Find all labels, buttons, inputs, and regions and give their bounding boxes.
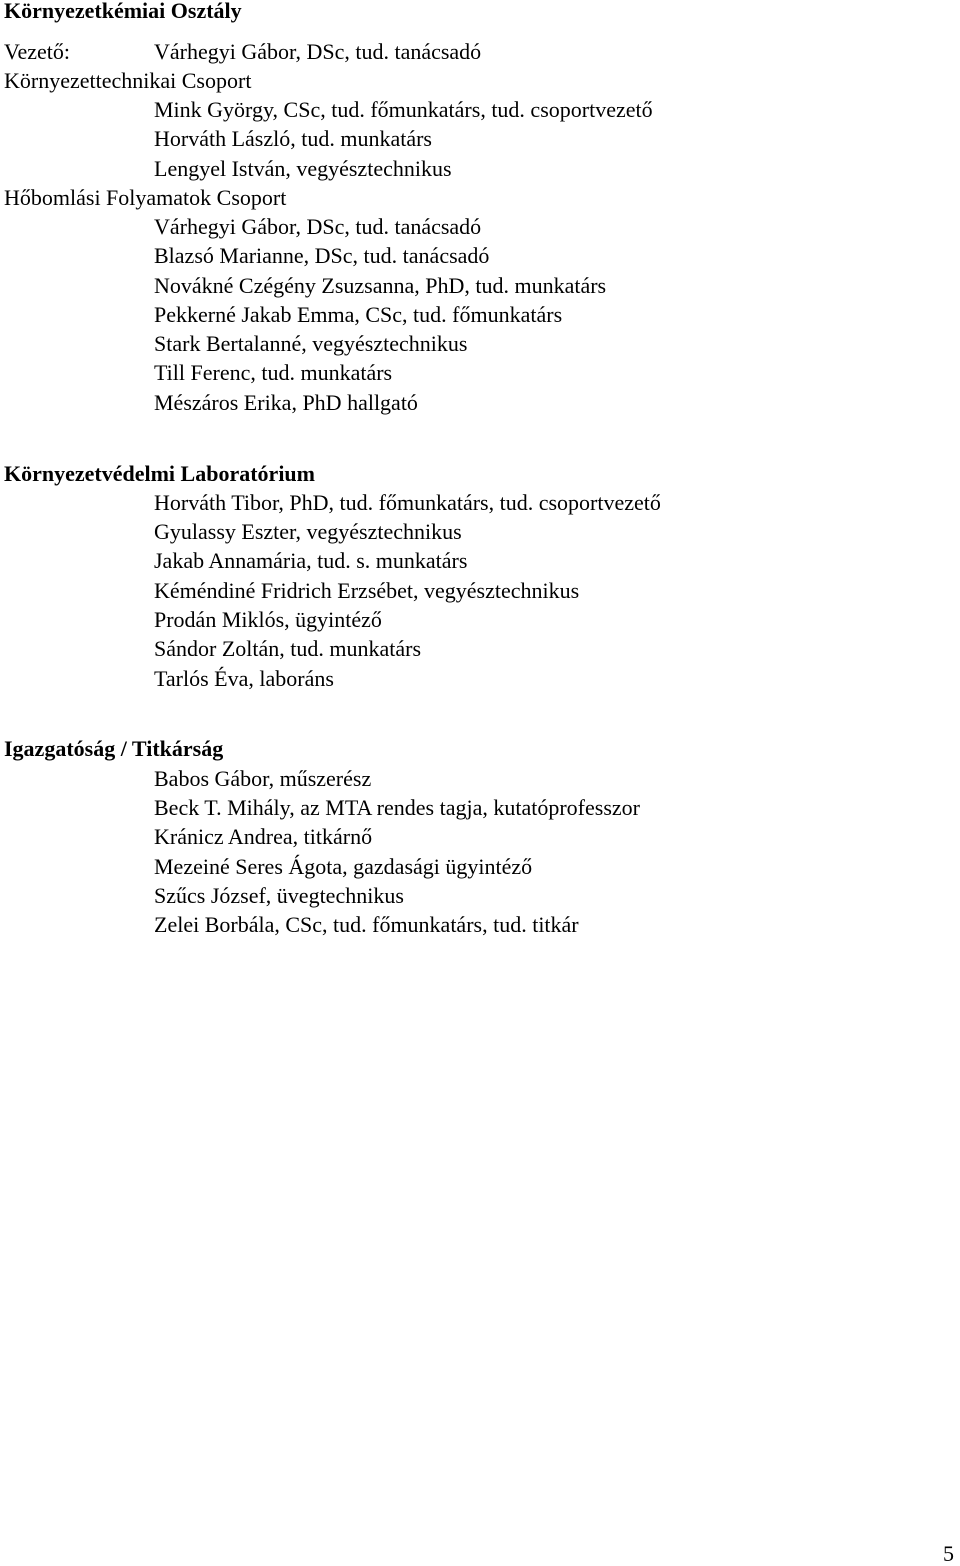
section-title-directorate: Igazgatóság / Titkárság (4, 736, 224, 761)
list-item: Várhegyi Gábor, DSc, tud. tanácsadó (154, 214, 482, 239)
list-item: Tarlós Éva, laboráns (154, 666, 334, 691)
leader-name: Várhegyi Gábor, DSc, tud. tanácsadó (154, 39, 482, 64)
group-title-environmental-technology: Környezettechnikai Csoport (4, 68, 252, 93)
list-item: Prodán Miklós, ügyintéző (154, 607, 382, 632)
list-item: Horváth Tibor, PhD, tud. főmunkatárs, tud. csoportvezető (154, 490, 661, 515)
list-item: Kránicz Andrea, titkárnő (154, 824, 373, 849)
list-item: Mezeiné Seres Ágota, gazdasági ügyintéző (154, 854, 533, 879)
section-title-environmental-lab: Környezetvédelmi Laboratórium (4, 461, 315, 486)
list-item: Sándor Zoltán, tud. munkatárs (154, 636, 422, 661)
list-item: Till Ferenc, tud. munkatárs (154, 360, 393, 385)
page-title: Környezetkémiai Osztály (4, 0, 242, 23)
list-item: Gyulassy Eszter, vegyésztechnikus (154, 519, 462, 544)
list-item: Beck T. Mihály, az MTA rendes tagja, kutatóprofesszor (154, 795, 640, 820)
list-item: Mink György, CSc, tud. főmunkatárs, tud. csoportvezető (154, 97, 653, 122)
list-item: Stark Bertalanné, vegyésztechnikus (154, 331, 468, 356)
list-item: Pekkerné Jakab Emma, CSc, tud. főmunkatárs (154, 302, 563, 327)
page-number: 5 (943, 1541, 954, 1566)
group-title-thermal-decomposition: Hőbomlási Folyamatok Csoport (4, 185, 287, 210)
list-item: Zelei Borbála, CSc, tud. főmunkatárs, tud. titkár (154, 912, 579, 937)
list-item: Novákné Czégény Zsuzsanna, PhD, tud. munkatárs (154, 273, 607, 298)
list-item: Blazsó Marianne, DSc, tud. tanácsadó (154, 243, 490, 268)
list-item: Horváth László, tud. munkatárs (154, 126, 432, 151)
list-item: Mészáros Erika, PhD hallgató (154, 390, 418, 415)
list-item: Kéméndiné Fridrich Erzsébet, vegyésztechnikus (154, 578, 580, 603)
list-item: Babos Gábor, műszerész (154, 766, 372, 791)
leader-label: Vezető: (4, 39, 70, 64)
list-item: Jakab Annamária, tud. s. munkatárs (154, 548, 468, 573)
list-item: Szűcs József, üvegtechnikus (154, 883, 404, 908)
list-item: Lengyel István, vegyésztechnikus (154, 156, 452, 181)
